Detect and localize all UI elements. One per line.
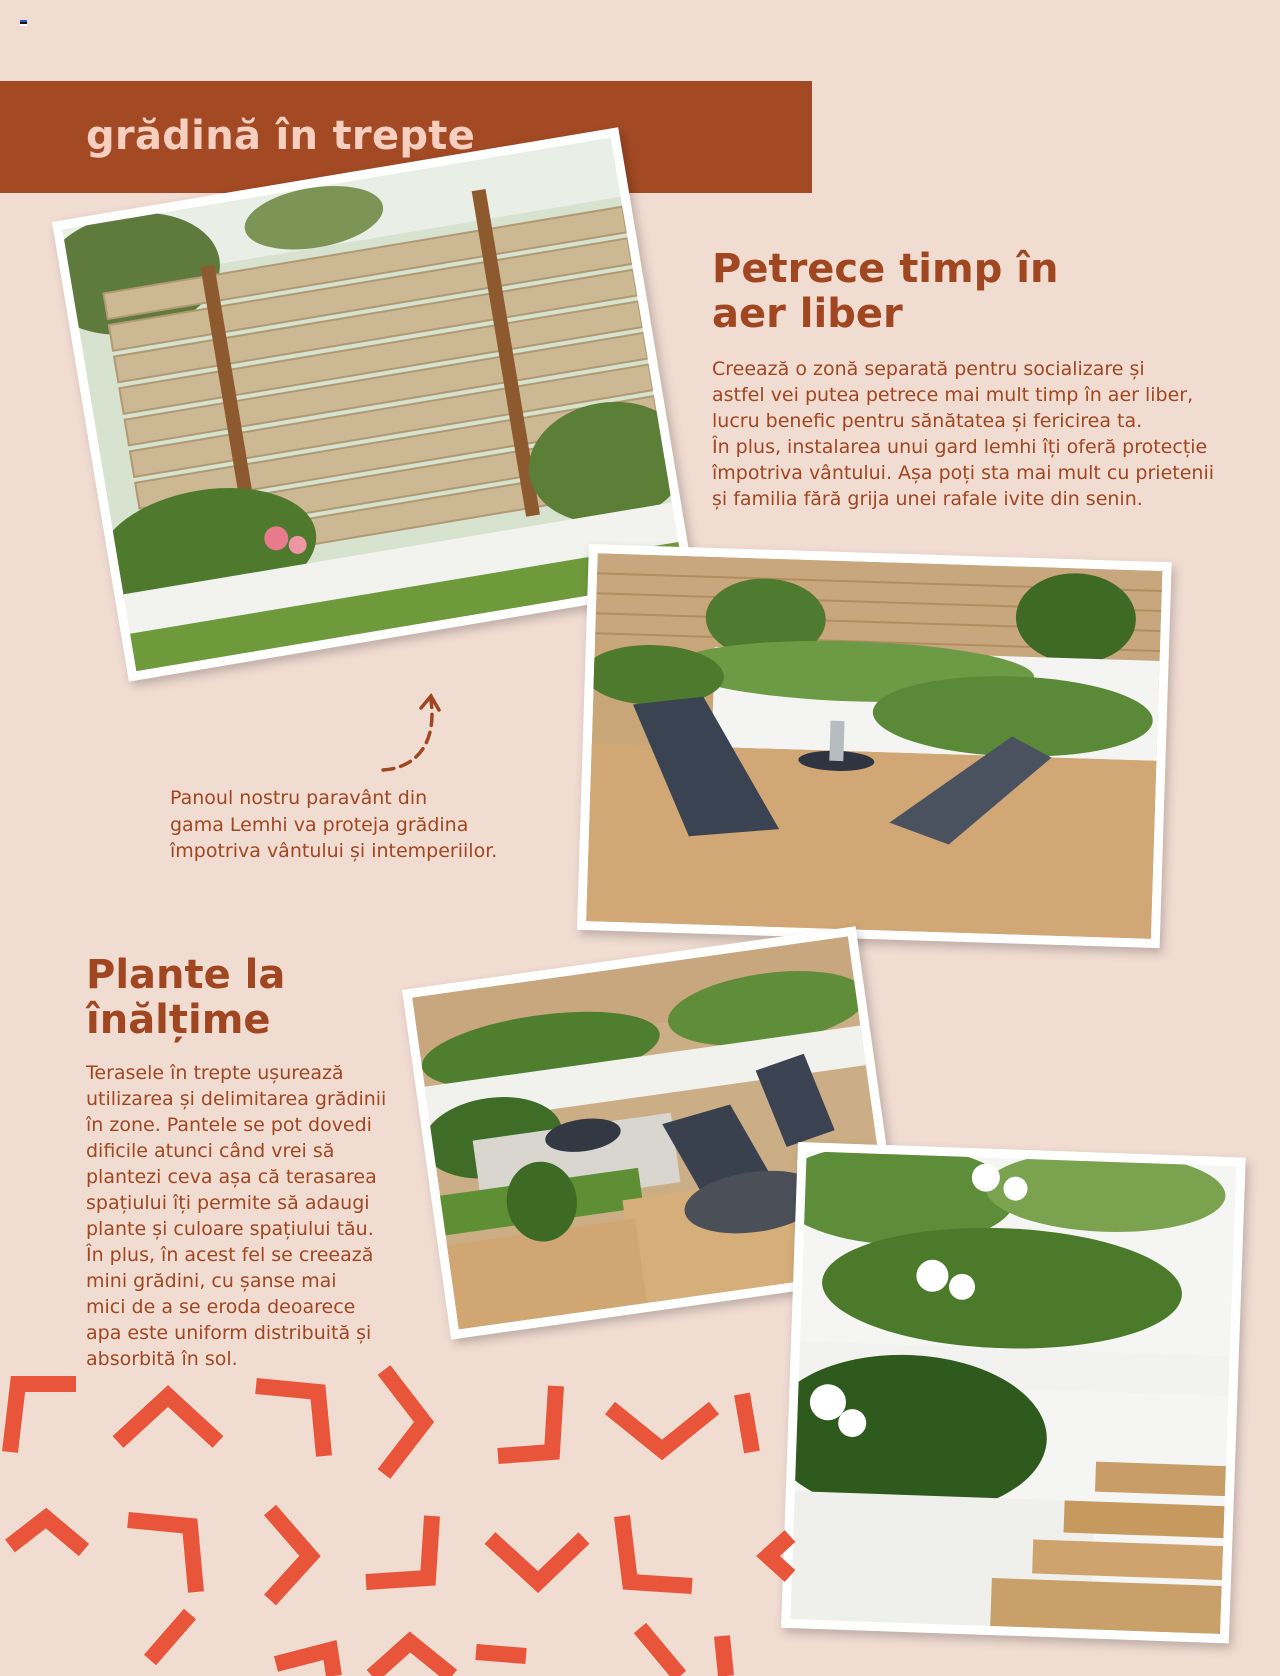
- photo-patio-chairs: [577, 544, 1172, 948]
- language-flag-icon[interactable]: [20, 20, 27, 26]
- caption-windbreak-panel: Panoul nostru paravânt din gama Lemhi va proteja grădina împotriva vântului și intemperiilor.: [170, 787, 498, 862]
- body-outdoor-time: Creează o zonă separată pentru socializare și astfel vei putea petrece mai mult timp în aer liber, lucru benefic pentru sănătatea și fericirea ta. În plus, instalarea unui gard lemhi îți oferă protecție împotriva vântului. Așa poți sta mai mult cu prietenii și familia fără grija unei rafale ivite din senin.: [712, 358, 1214, 510]
- decorative-chevron-pattern: [0, 1360, 800, 1676]
- body-raised-plants: Terasele în trepte ușurează utilizarea și delimitarea grădinii în zone. Pantele se pot dovedi dificile atunci când vrei să plantezi ceva așa că terasarea spațiului îți permite să adaugi plante și culoare spațiului tău. În plus, în acest fel se creează mini grădini, cu șanse mai mici de a se eroda deoarece apa este uniform distribuită și absorbită în sol.: [86, 1062, 387, 1370]
- dashed-arrow-icon: [375, 690, 455, 790]
- photo-raised-beds-steps: [781, 1142, 1246, 1643]
- heading-outdoor-time: Petrece timp în aer liber: [712, 246, 1059, 337]
- section-title: grădină în trepte: [86, 113, 476, 159]
- heading-raised-plants: Plante la înălțime: [86, 952, 286, 1043]
